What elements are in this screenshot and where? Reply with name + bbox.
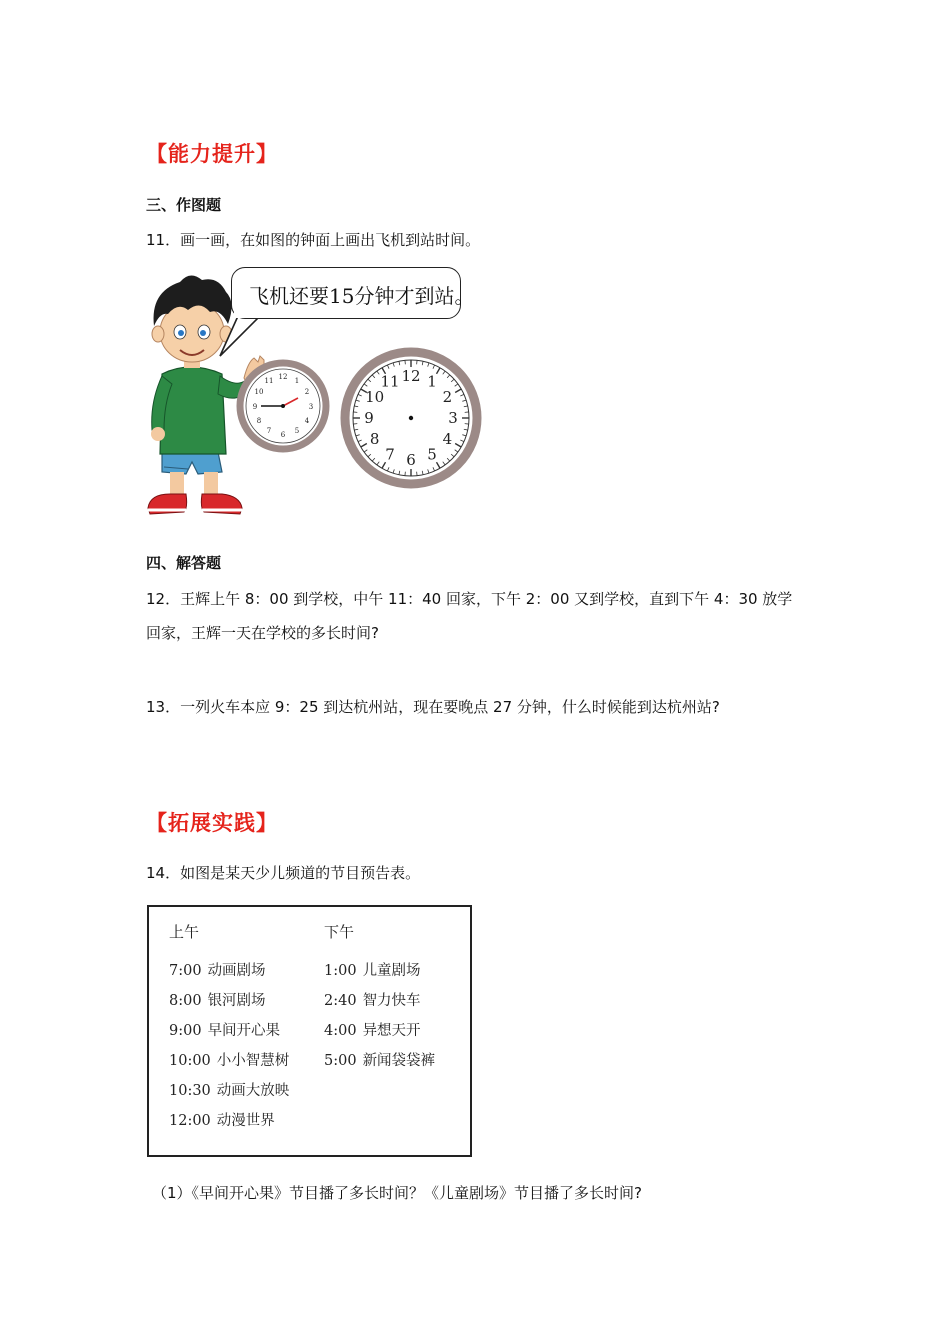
schedule-row: 1:00 儿童剧场 xyxy=(324,963,421,979)
svg-text:12: 12 xyxy=(278,373,288,381)
clock-number: 10 xyxy=(365,388,385,406)
speech-bubble-text: 飞机还要15分钟才到站。 xyxy=(249,284,475,308)
question-12: 12．王辉上午 8：00 到学校，中午 11：40 回家，下午 2：00 又到学校，直到下午 4：30 放学回家，王辉一天在学校的多长时间? xyxy=(146,590,793,642)
schedule-row: 2:40 智力快车 xyxy=(324,993,421,1009)
schedule-row: 5:00 新闻袋袋裤 xyxy=(324,1053,436,1069)
blank-clock-face[interactable] xyxy=(340,347,482,489)
schedule-row: 12:00 动漫世界 xyxy=(169,1113,275,1129)
schedule-row: 10:30 动画大放映 xyxy=(169,1083,290,1099)
clock-number: 9 xyxy=(364,409,374,427)
schedule-row: 4:00 异想天开 xyxy=(324,1023,421,1039)
question-14: 14．如图是某天少儿频道的节目预告表。 xyxy=(146,864,421,882)
svg-text:1: 1 xyxy=(294,377,300,385)
svg-text:2: 2 xyxy=(304,388,310,396)
heading-solving: 四、解答题 xyxy=(146,554,222,572)
svg-text:10: 10 xyxy=(254,388,264,396)
clock-number: 6 xyxy=(406,451,416,469)
clock-number: 4 xyxy=(442,430,453,448)
schedule-row: 7:00 动画剧场 xyxy=(169,963,266,979)
svg-text:9: 9 xyxy=(252,403,258,411)
schedule-am-column xyxy=(169,921,289,1139)
clock-number: 5 xyxy=(427,445,437,464)
program-schedule-table xyxy=(147,905,472,1157)
clock-number: 11 xyxy=(380,372,400,391)
question-14-sub-1: （1）《早间开心果》节目播了多长时间？《儿童剧场》节目播了多长时间? xyxy=(152,1184,643,1202)
clock-number: 8 xyxy=(369,430,380,448)
clock-number: 7 xyxy=(385,445,395,464)
svg-text:5: 5 xyxy=(294,427,300,435)
svg-text:11: 11 xyxy=(264,377,274,385)
svg-text:8: 8 xyxy=(256,417,262,425)
clock-number: 12 xyxy=(401,367,421,385)
heading-drawing: 三、作图题 xyxy=(146,196,222,214)
clock-number: 2 xyxy=(442,388,453,406)
clock-number: 3 xyxy=(448,409,458,427)
schedule-row: 8:00 银河剧场 xyxy=(169,993,266,1009)
clock-number: 1 xyxy=(427,372,437,391)
svg-text:6: 6 xyxy=(280,431,286,439)
schedule-am-header: 上午 xyxy=(169,923,200,941)
question-11: 11．画一画，在如图的钟面上画出飞机到站时间。 xyxy=(146,231,481,249)
svg-text:4: 4 xyxy=(304,417,310,425)
svg-text:3: 3 xyxy=(308,403,314,411)
schedule-pm-column xyxy=(324,921,435,1079)
schedule-row: 10:00 小小智慧树 xyxy=(169,1053,290,1069)
schedule-pm-header: 下午 xyxy=(324,923,355,941)
svg-text:7: 7 xyxy=(266,427,272,435)
schedule-row: 9:00 早间开心果 xyxy=(169,1023,281,1039)
section-title-extension: 【拓展实践】 xyxy=(146,811,278,835)
question-13: 13．一列火车本应 9：25 到达杭州站，现在要晚点 27 分钟，什么时候能到达杭州站? xyxy=(146,698,720,716)
section-title-ability: 【能力提升】 xyxy=(146,142,278,166)
